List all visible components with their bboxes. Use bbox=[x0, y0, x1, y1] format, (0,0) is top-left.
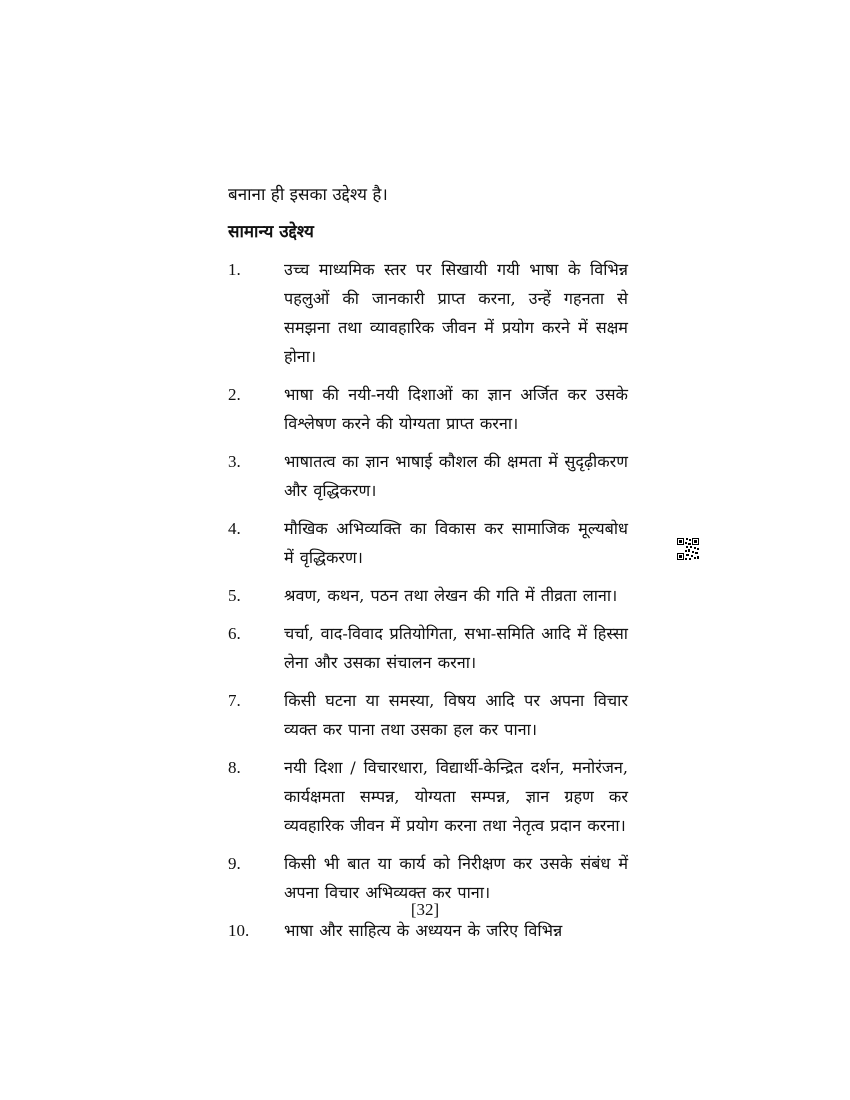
objective-number: 6. bbox=[228, 624, 241, 643]
section-heading: सामान्य उद्देश्य bbox=[228, 222, 314, 242]
objective-number: 9. bbox=[228, 854, 241, 873]
objective-text: भाषा और साहित्य के अध्ययन के जरिए विभिन्न bbox=[284, 921, 563, 940]
objective-text: चर्चा, वाद-विवाद प्रतियोगिता, सभा-समिति आदि में हिस्सा लेना और उसका संचालन करना। bbox=[284, 624, 628, 672]
objective-text: किसी भी बात या कार्य को निरीक्षण कर उसके संबंध में अपना विचार अभिव्यक्त कर पाना। bbox=[284, 854, 628, 902]
objective-item-7 bbox=[228, 686, 628, 744]
objective-number: 8. bbox=[228, 758, 241, 777]
objective-number: 3. bbox=[228, 452, 241, 471]
objective-number: 1. bbox=[228, 260, 241, 279]
objective-number: 7. bbox=[228, 691, 241, 710]
objective-number: 2. bbox=[228, 385, 241, 404]
objective-text: मौखिक अभिव्यक्ति का विकास कर सामाजिक मूल्यबोध में वृद्धिकरण। bbox=[284, 519, 628, 567]
objective-item-5 bbox=[228, 581, 628, 610]
page-number: [32] bbox=[410, 900, 440, 919]
objective-number: 5. bbox=[228, 586, 241, 605]
objective-text: किसी घटना या समस्या, विषय आदि पर अपना विचार व्यक्त कर पाना तथा उसका हल कर पाना। bbox=[284, 691, 628, 739]
objective-item-6 bbox=[228, 619, 628, 677]
intro-line: बनाना ही इसका उद्देश्य है। bbox=[228, 185, 388, 205]
objective-item-1 bbox=[228, 255, 628, 371]
objective-item-4 bbox=[228, 514, 628, 572]
objective-text: उच्च माध्यमिक स्तर पर सिखायी गयी भाषा के विभिन्न पहलुओं की जानकारी प्राप्त करना, उन्हें गहनता से समझना तथा व्यावहारिक जीवन में प्रयोग करने में सक्षम होना। bbox=[284, 260, 628, 366]
objective-number: 4. bbox=[228, 519, 241, 538]
qr-code-icon bbox=[676, 537, 700, 561]
objective-text: नयी दिशा / विचारधारा, विद्यार्थी-केन्द्रित दर्शन, मनोरंजन, कार्यक्षमता सम्पन्न, योग्यता सम्पन्न, ज्ञान ग्रहण कर व्यवहारिक जीवन में प्रयोग करना तथा नेतृत्व प्रदान करना। bbox=[284, 758, 628, 835]
objective-number: 10. bbox=[228, 921, 250, 940]
objective-item-8 bbox=[228, 753, 628, 840]
objective-item-2 bbox=[228, 380, 628, 438]
objective-text: भाषा की नयी-नयी दिशाओं का ज्ञान अर्जित कर उसके विश्लेषण करने की योग्यता प्राप्त करना। bbox=[284, 385, 628, 433]
objective-text: श्रवण, कथन, पठन तथा लेखन की गति में तीव्रता लाना। bbox=[284, 586, 618, 605]
objective-item-3 bbox=[228, 447, 628, 505]
objective-text: भाषातत्व का ज्ञान भाषाई कौशल की क्षमता में सुदृढ़ीकरण और वृद्धिकरण। bbox=[284, 452, 628, 500]
objective-list bbox=[228, 255, 628, 954]
